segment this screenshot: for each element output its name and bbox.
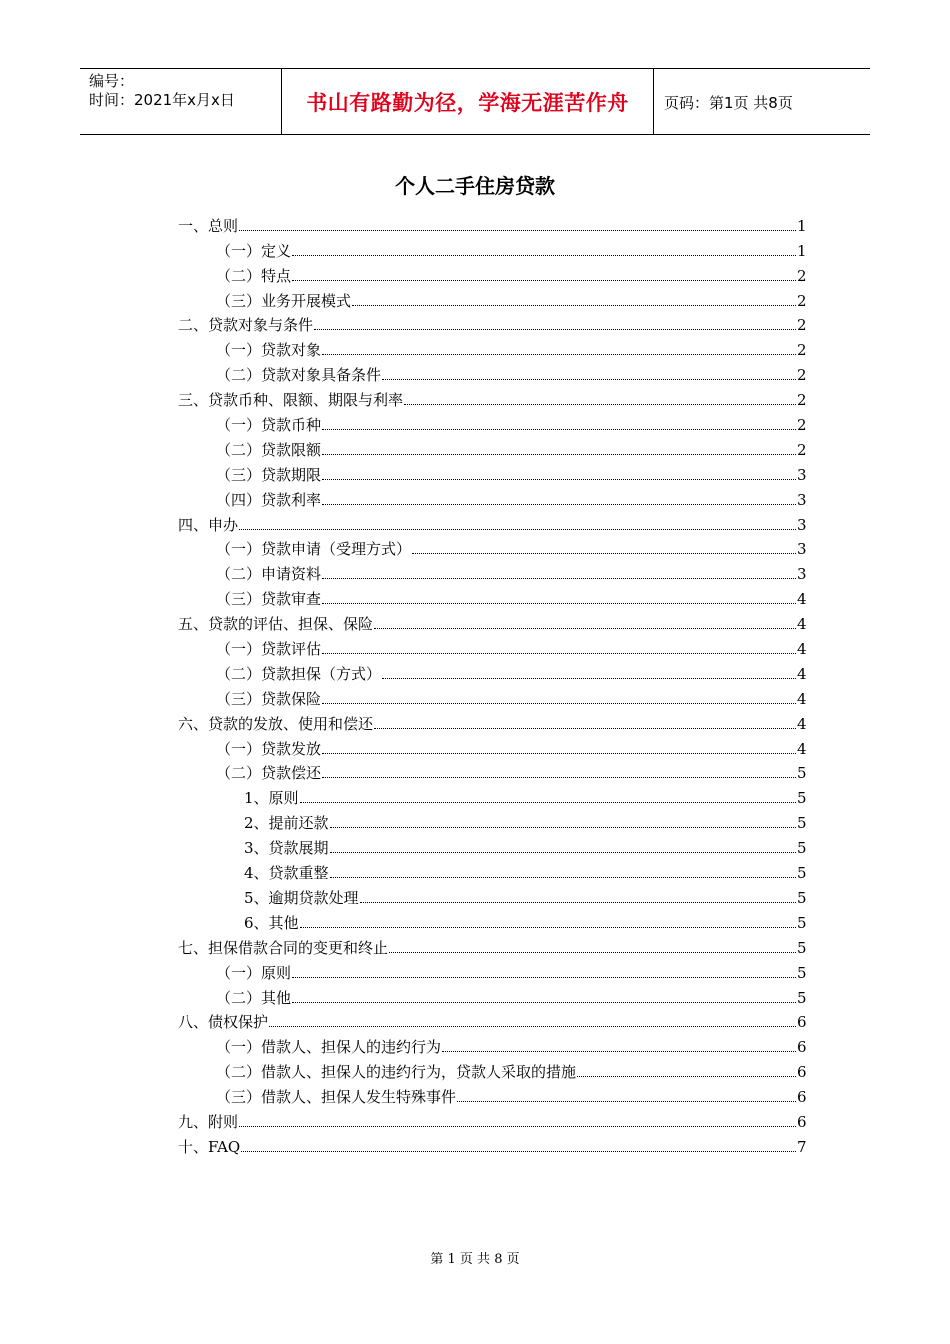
toc-entry-label: （一）定义 <box>216 241 292 260</box>
toc-entry-page: 4 <box>797 714 807 733</box>
toc-entry[interactable] <box>178 782 806 807</box>
toc-entry-page: 5 <box>797 789 807 808</box>
toc-entry-page: 4 <box>797 689 807 708</box>
header-motto: 书山有路勤为径，学海无涯苦作舟 <box>306 91 629 115</box>
toc-entry[interactable] <box>178 1131 806 1156</box>
toc-entry[interactable] <box>178 583 806 608</box>
toc-entry-page: 2 <box>797 391 807 410</box>
toc-entry-label: （四）贷款利率 <box>216 490 322 509</box>
toc-dot-leader <box>322 702 796 704</box>
toc-entry[interactable] <box>178 932 806 957</box>
toc-dot-leader <box>292 976 796 978</box>
toc-entry[interactable] <box>178 982 806 1007</box>
toc-entry-page: 5 <box>797 988 807 1007</box>
toc-dot-leader <box>412 552 796 554</box>
page-footer: 第 1 页 共 8 页 <box>430 1252 520 1267</box>
toc-entry[interactable] <box>178 1031 806 1056</box>
toc-dot-leader <box>322 776 796 778</box>
toc-entry-label: 六、贷款的发放、使用和偿还 <box>178 714 374 733</box>
toc-dot-leader <box>389 951 796 953</box>
toc-entry-page: 5 <box>797 963 807 982</box>
toc-entry[interactable] <box>178 857 806 882</box>
toc-entry-label: （一）贷款发放 <box>216 739 322 758</box>
toc-entry[interactable] <box>178 608 806 633</box>
toc-entry-page: 5 <box>797 814 807 833</box>
toc-dot-leader <box>374 727 796 729</box>
toc-dot-leader <box>292 279 796 281</box>
toc-entry-page: 2 <box>797 341 807 360</box>
toc-entry-page: 3 <box>797 540 807 559</box>
toc-entry-page: 5 <box>797 913 807 932</box>
toc-entry[interactable] <box>178 359 806 384</box>
toc-entry-label: 七、担保借款合同的变更和终止 <box>178 938 389 957</box>
toc-entry-label: 五、贷款的评估、担保、保险 <box>178 615 374 634</box>
toc-entry-page: 2 <box>797 440 807 459</box>
toc-entry-page: 4 <box>797 590 807 609</box>
document-time-label: 时间：2021年x月x日 <box>89 91 235 109</box>
toc-dot-leader <box>404 403 796 405</box>
toc-dot-leader <box>322 577 796 579</box>
toc-entry-label: 5、逾期贷款处理 <box>244 888 359 907</box>
toc-entry-page: 3 <box>797 515 807 534</box>
toc-entry[interactable] <box>178 683 806 708</box>
toc-entry[interactable] <box>178 484 806 509</box>
toc-entry-page: 6 <box>797 1038 807 1057</box>
header-page-info: 页码：第1页 共8页 <box>664 93 793 112</box>
toc-entry-label: 2、提前还款 <box>244 814 329 833</box>
toc-entry[interactable] <box>178 334 806 359</box>
toc-entry-page: 3 <box>797 465 807 484</box>
toc-dot-leader <box>382 378 796 380</box>
toc-entry-page: 5 <box>797 888 807 907</box>
toc-entry-label: （一）贷款申请（受理方式） <box>216 540 412 559</box>
toc-entry[interactable] <box>178 409 806 434</box>
toc-entry-label: （二）其他 <box>216 988 292 1007</box>
toc-dot-leader <box>314 328 796 330</box>
toc-entry-page: 2 <box>797 416 807 435</box>
toc-entry-page: 2 <box>797 366 807 385</box>
toc-entry-label: 4、贷款重整 <box>244 864 329 883</box>
toc-entry[interactable] <box>178 658 806 683</box>
toc-entry-label: 3、贷款展期 <box>244 839 329 858</box>
toc-dot-leader <box>292 254 796 256</box>
toc-entry[interactable] <box>178 1081 806 1106</box>
toc-entry[interactable] <box>178 509 806 534</box>
toc-entry[interactable] <box>178 1007 806 1032</box>
toc-entry-label: 九、附则 <box>178 1112 239 1131</box>
header-motto-cell <box>281 69 654 135</box>
toc-dot-leader <box>322 478 796 480</box>
toc-entry[interactable] <box>178 708 806 733</box>
toc-dot-leader <box>322 353 796 355</box>
toc-entry-label: （三）贷款保险 <box>216 689 322 708</box>
toc-entry-label: （二）贷款偿还 <box>216 764 322 783</box>
toc-dot-leader <box>352 304 796 306</box>
toc-entry[interactable] <box>178 310 806 335</box>
toc-entry-label: 四、申办 <box>178 515 239 534</box>
toc-dot-leader <box>382 677 796 679</box>
toc-entry-label: 6、其他 <box>244 913 299 932</box>
toc-entry-label: （三）贷款审查 <box>216 590 322 609</box>
toc-entry-page: 6 <box>797 1063 807 1082</box>
toc-entry[interactable] <box>178 384 806 409</box>
toc-dot-leader <box>269 1025 796 1027</box>
toc-entry-page: 2 <box>797 316 807 335</box>
toc-entry-label: （一）贷款币种 <box>216 416 322 435</box>
toc-entry-page: 3 <box>797 490 807 509</box>
toc-entry-page: 2 <box>797 266 807 285</box>
document-header <box>80 68 870 135</box>
toc-dot-leader <box>322 652 796 654</box>
toc-dot-leader <box>300 801 796 803</box>
toc-dot-leader <box>330 876 796 878</box>
toc-dot-leader <box>322 503 796 505</box>
toc-entry-label: （一）贷款对象 <box>216 341 322 360</box>
toc-dot-leader <box>239 528 796 530</box>
toc-dot-leader <box>322 453 796 455</box>
toc-entry-page: 1 <box>797 241 807 260</box>
toc-entry-label: （二）借款人、担保人的违约行为，贷款人采取的措施 <box>216 1063 577 1082</box>
toc-entry-page: 6 <box>797 1013 807 1032</box>
toc-entry[interactable] <box>178 807 806 832</box>
toc-entry[interactable] <box>178 633 806 658</box>
table-of-contents <box>178 210 806 1156</box>
toc-entry-page: 1 <box>797 216 807 235</box>
toc-dot-leader <box>374 627 796 629</box>
toc-entry-page: 5 <box>797 864 807 883</box>
toc-entry-page: 6 <box>797 1112 807 1131</box>
toc-dot-leader <box>300 926 796 928</box>
toc-dot-leader <box>322 752 796 754</box>
document-number-label: 编号： <box>89 72 135 90</box>
toc-entry[interactable] <box>178 285 806 310</box>
toc-entry[interactable] <box>178 1106 806 1131</box>
toc-entry[interactable] <box>178 459 806 484</box>
toc-entry[interactable] <box>178 210 806 235</box>
toc-entry-label: 八、债权保护 <box>178 1013 269 1032</box>
toc-dot-leader <box>239 1125 796 1127</box>
toc-entry-label: （一）原则 <box>216 963 292 982</box>
toc-dot-leader <box>292 1001 796 1003</box>
toc-entry-label: （一）借款人、担保人的违约行为 <box>216 1038 442 1057</box>
toc-entry[interactable] <box>178 558 806 583</box>
toc-entry[interactable] <box>178 907 806 932</box>
toc-entry-label: 一、总则 <box>178 216 239 235</box>
toc-entry-label: （二）贷款限额 <box>216 440 322 459</box>
toc-entry-page: 4 <box>797 664 807 683</box>
toc-dot-leader <box>442 1050 796 1052</box>
toc-dot-leader <box>360 901 796 903</box>
toc-dot-leader <box>322 428 796 430</box>
toc-dot-leader <box>577 1075 796 1077</box>
toc-dot-leader <box>322 602 796 604</box>
toc-entry-label: 三、贷款币种、限额、期限与利率 <box>178 391 404 410</box>
toc-entry-page: 4 <box>797 640 807 659</box>
toc-entry[interactable] <box>178 832 806 857</box>
toc-entry[interactable] <box>178 434 806 459</box>
toc-entry-label: （三）借款人、担保人发生特殊事件 <box>216 1088 457 1107</box>
toc-entry[interactable] <box>178 1056 806 1081</box>
toc-entry-page: 5 <box>797 764 807 783</box>
toc-entry[interactable] <box>178 957 806 982</box>
toc-dot-leader <box>330 851 796 853</box>
toc-entry-label: 十、FAQ <box>178 1137 241 1156</box>
toc-entry-label: （三）贷款期限 <box>216 465 322 484</box>
toc-entry-label: 1、原则 <box>244 789 299 808</box>
toc-dot-leader <box>241 1150 796 1152</box>
toc-entry-page: 2 <box>797 291 807 310</box>
toc-entry-label: （三）业务开展模式 <box>216 291 352 310</box>
toc-entry[interactable] <box>178 260 806 285</box>
toc-dot-leader <box>239 229 796 231</box>
toc-entry-page: 4 <box>797 615 807 634</box>
toc-entry-page: 7 <box>797 1137 807 1156</box>
document-title: 个人二手住房贷款 <box>395 174 555 198</box>
toc-entry-page: 4 <box>797 739 807 758</box>
toc-entry-page: 3 <box>797 565 807 584</box>
toc-entry-page: 5 <box>797 839 807 858</box>
toc-entry[interactable] <box>178 733 806 758</box>
toc-entry-label: 二、贷款对象与条件 <box>178 316 314 335</box>
toc-entry-label: （二）特点 <box>216 266 292 285</box>
toc-entry-label: （二）贷款对象具备条件 <box>216 366 382 385</box>
toc-entry-label: （二）申请资料 <box>216 565 322 584</box>
toc-entry-label: （一）贷款评估 <box>216 640 322 659</box>
toc-entry-page: 5 <box>797 938 807 957</box>
header-meta <box>80 69 281 135</box>
toc-dot-leader <box>457 1100 796 1102</box>
toc-entry[interactable] <box>178 534 806 559</box>
toc-entry-page: 6 <box>797 1088 807 1107</box>
toc-entry[interactable] <box>178 235 806 260</box>
toc-entry[interactable] <box>178 882 806 907</box>
toc-dot-leader <box>330 826 796 828</box>
toc-entry-label: （二）贷款担保（方式） <box>216 664 382 683</box>
toc-entry[interactable] <box>178 758 806 783</box>
